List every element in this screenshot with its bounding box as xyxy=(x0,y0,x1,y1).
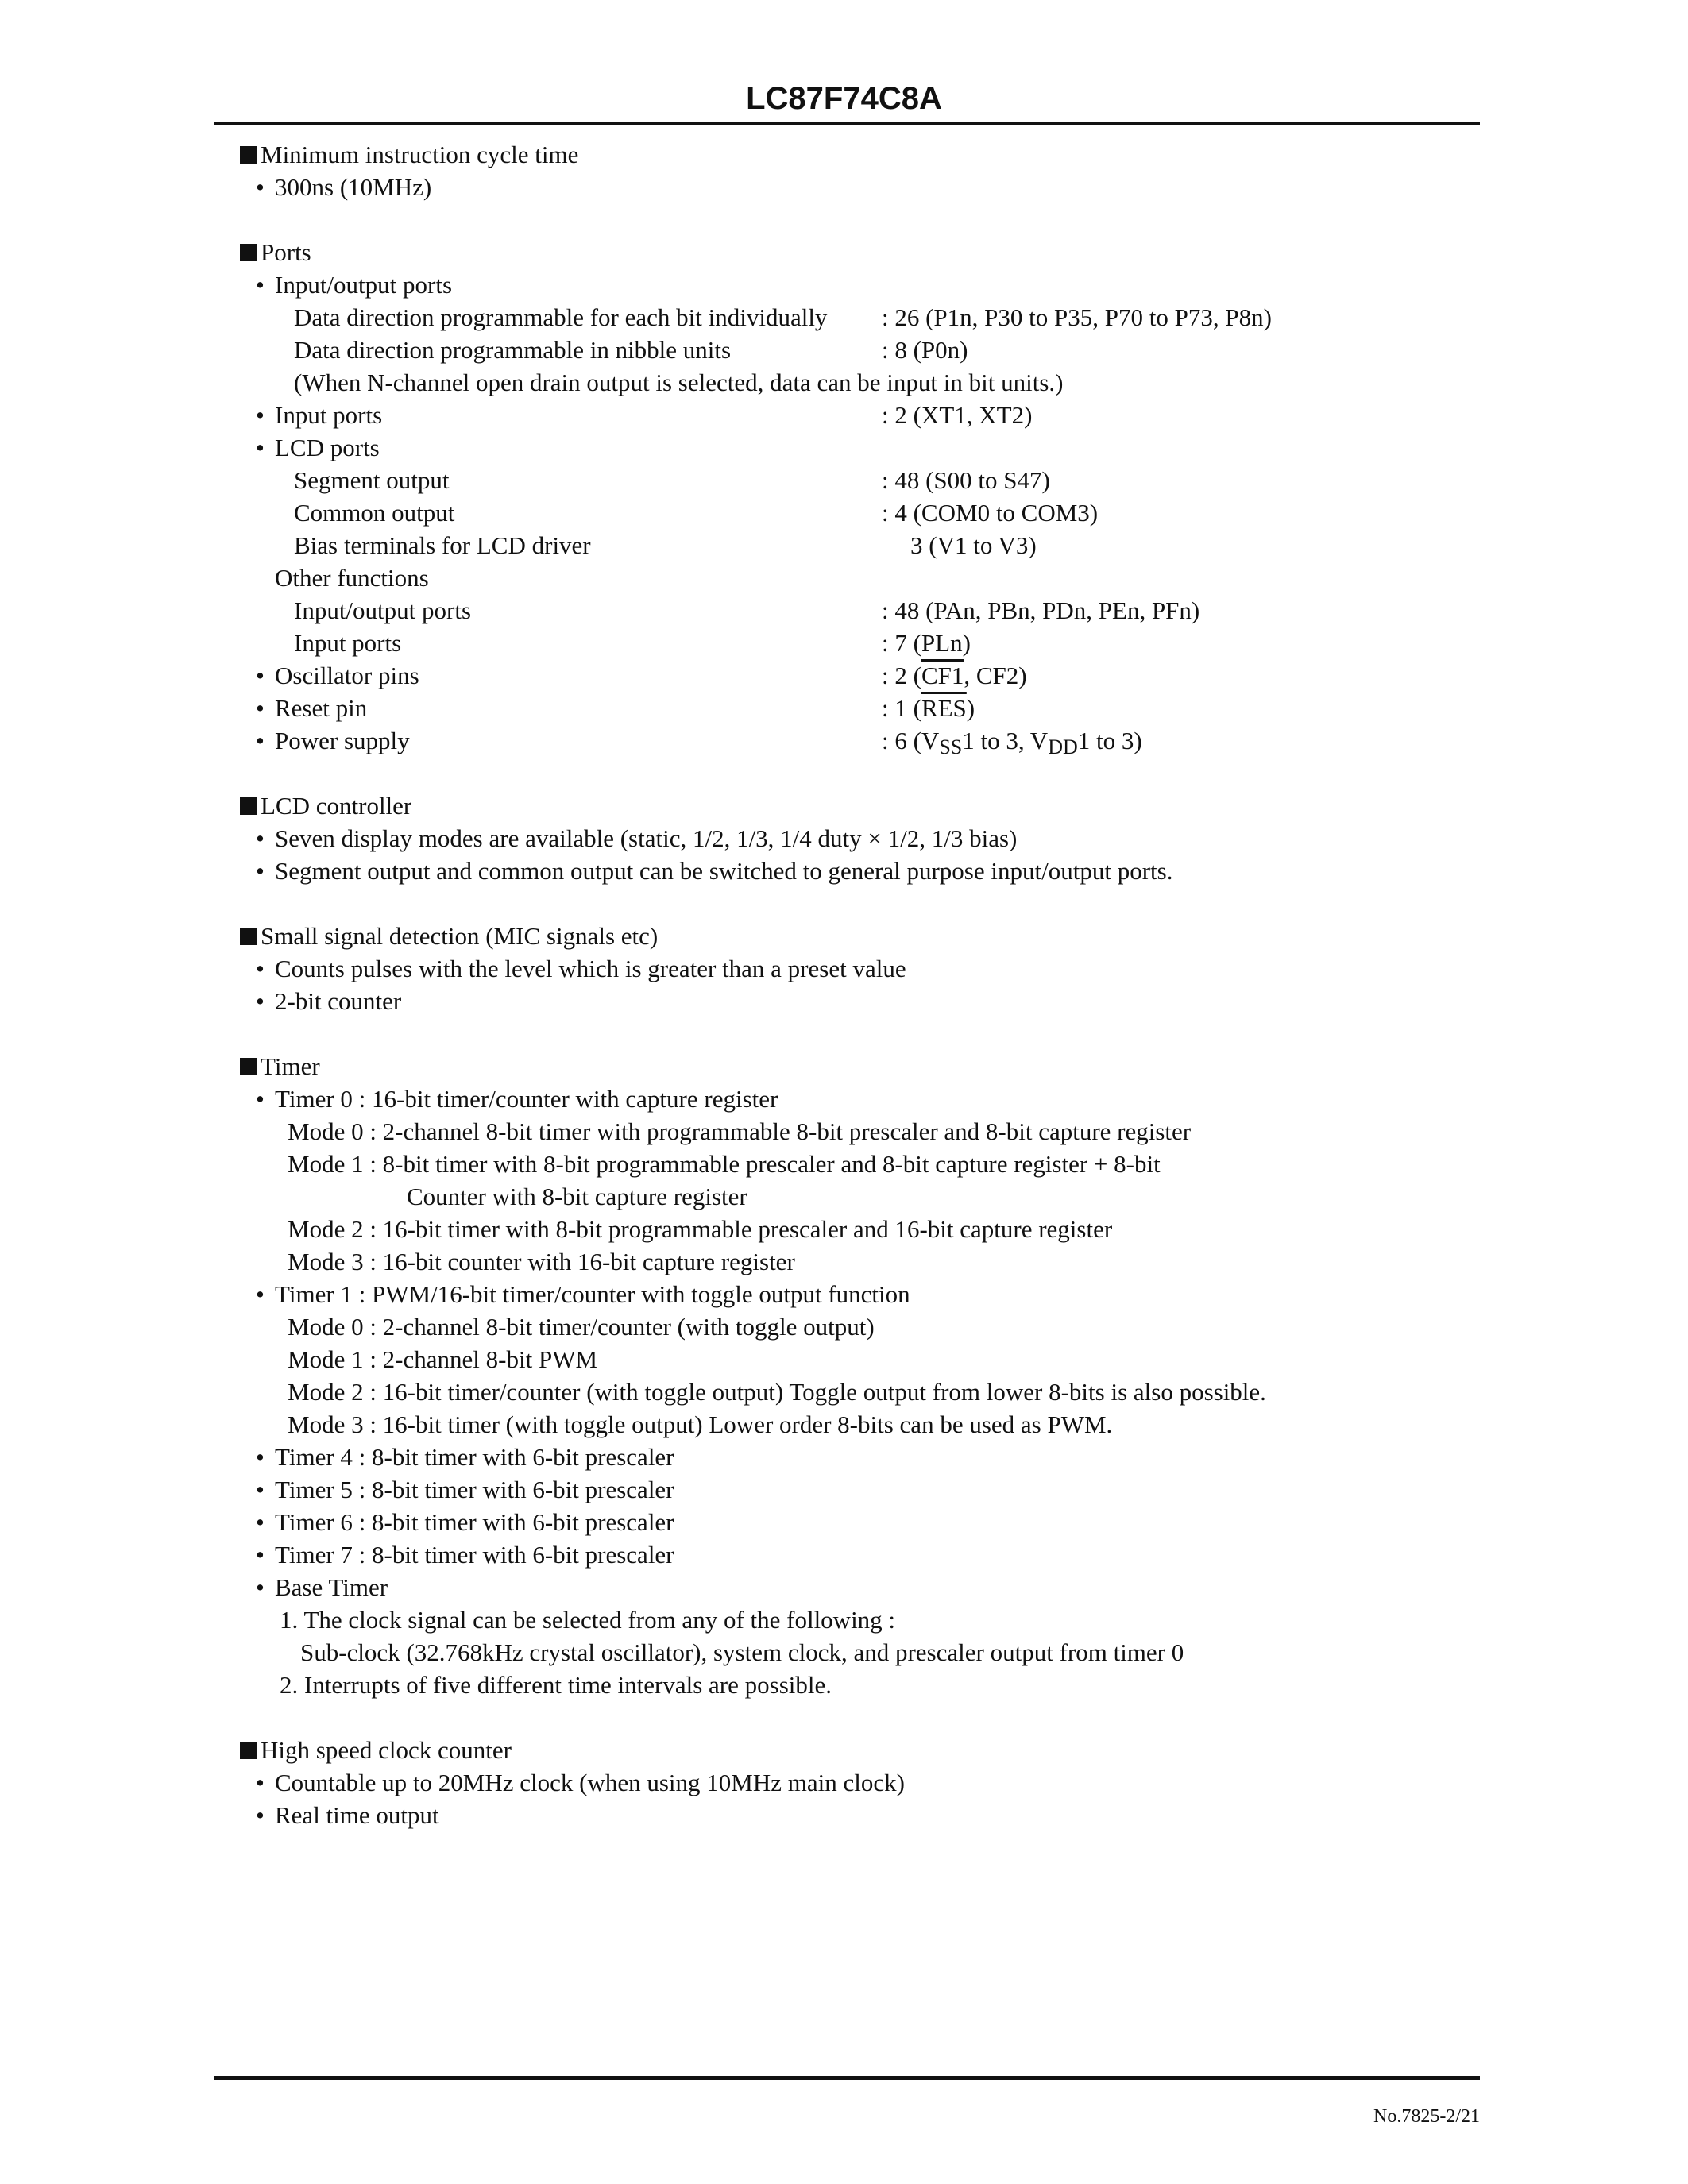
section-heading-lcd: LCD controller xyxy=(240,790,411,822)
spec-value: : 7 (PLn) xyxy=(882,629,971,657)
timer-mode: Mode 2 : 16-bit timer with 8-bit programmable prescaler and 16-bit capture register xyxy=(288,1215,1113,1243)
spec-value: 3 (V1 to V3) xyxy=(910,531,1037,559)
spec-label: Input/output ports xyxy=(294,596,472,624)
bullet-icon: • xyxy=(256,824,265,852)
list-item: • Countable up to 20MHz clock (when using 10MHz main clock) xyxy=(256,1767,905,1799)
list-item: • Base Timer xyxy=(256,1572,388,1603)
spec-value: : 2 (XT1, XT2) xyxy=(882,401,1033,429)
list-item: • Seven display modes are available (static, 1/2, 1/3, 1/4 duty × 1/2, 1/3 bias) xyxy=(256,823,1017,855)
spec-value: : 26 (P1n, P30 to P35, P70 to P73, P8n) xyxy=(882,303,1272,331)
footer-rule xyxy=(214,2076,1480,2080)
list-item: • LCD ports xyxy=(256,432,380,464)
bullet-icon: • xyxy=(256,1280,265,1308)
spec-value: : 48 (S00 to S47) xyxy=(882,466,1050,494)
spec-value: : 2 (CF1, CF2) xyxy=(882,662,1027,689)
square-bullet-icon xyxy=(240,797,257,815)
list-item: • Timer 0 : 16-bit timer/counter with capture register xyxy=(256,1083,778,1115)
spec-label: Common output xyxy=(294,499,455,527)
base-timer-note: 2. Interrupts of five different time intervals are possible. xyxy=(280,1671,832,1699)
bullet-icon: • xyxy=(256,857,265,885)
list-item: • Counts pulses with the level which is greater than a preset value xyxy=(256,953,906,985)
list-item: • Oscillator pins xyxy=(256,660,419,692)
spec-value: : 6 ($V_{SS}1$ to 3, $V_{DD}1$ to 3) xyxy=(882,727,1142,758)
timer-mode: Mode 0 : 2-channel 8-bit timer with programmable 8-bit prescaler and 8-bit capture register xyxy=(288,1117,1192,1145)
bullet-icon: • xyxy=(256,694,265,722)
timer-mode: Mode 1 : 2-channel 8-bit PWM xyxy=(288,1345,598,1373)
list-item: • Input ports xyxy=(256,399,382,431)
square-bullet-icon xyxy=(240,928,257,945)
timer-mode: Mode 3 : 16-bit timer (with toggle output) Lower order 8-bits can be used as PWM. xyxy=(288,1410,1113,1438)
section-heading-timer: Timer xyxy=(240,1051,320,1082)
bullet-icon: • xyxy=(256,1801,265,1829)
base-timer-note: Sub-clock (32.768kHz crystal oscillator), system clock, and prescaler output from timer 0 xyxy=(300,1638,1184,1666)
bullet-icon: • xyxy=(256,1508,265,1536)
spec-label: Bias terminals for LCD driver xyxy=(294,531,591,559)
page-title: LC87F74C8A xyxy=(746,81,942,116)
spec-value: : 8 (P0n) xyxy=(882,336,968,364)
timer-mode: Mode 0 : 2-channel 8-bit timer/counter (with toggle output) xyxy=(288,1313,875,1341)
bullet-icon: • xyxy=(256,173,265,201)
spec-label: Input ports xyxy=(294,629,402,657)
bullet-icon: • xyxy=(256,271,265,299)
bullet-icon: • xyxy=(256,987,265,1015)
square-bullet-icon xyxy=(240,146,257,164)
square-bullet-icon xyxy=(240,1058,257,1075)
spec-note: (When N-channel open drain output is selected, data can be input in bit units.) xyxy=(294,369,1064,396)
timer-mode: Mode 1 : 8-bit timer with 8-bit programmable prescaler and 8-bit capture register + 8-bit xyxy=(288,1150,1161,1178)
section-heading-signal: Small signal detection (MIC signals etc) xyxy=(240,920,658,952)
list-item: • Timer 4 : 8-bit timer with 6-bit prescaler xyxy=(256,1441,674,1473)
bullet-icon: • xyxy=(256,1476,265,1503)
section-heading-cycle: Minimum instruction cycle time xyxy=(240,139,578,171)
section-heading-hscc: High speed clock counter xyxy=(240,1734,512,1766)
list-item: • Power supply xyxy=(256,725,410,757)
list-item: • Timer 1 : PWM/16-bit timer/counter with toggle output function xyxy=(256,1279,910,1310)
section-heading-ports: Ports xyxy=(240,237,311,268)
list-item: • Timer 7 : 8-bit timer with 6-bit prescaler xyxy=(256,1539,674,1571)
page-number: No.7825-2/21 xyxy=(1373,2106,1480,2127)
spec-label: Other functions xyxy=(275,564,429,592)
spec-label: Segment output xyxy=(294,466,450,494)
bullet-icon: • xyxy=(256,1541,265,1569)
bullet-icon: • xyxy=(256,1769,265,1796)
square-bullet-icon xyxy=(240,1742,257,1759)
spec-value: : 1 $(\overline{RES})$ xyxy=(882,694,975,722)
spec-label: Data direction programmable in nibble units xyxy=(294,336,732,364)
list-item: • 2-bit counter xyxy=(256,986,401,1017)
list-item: • Timer 5 : 8-bit timer with 6-bit prescaler xyxy=(256,1474,674,1506)
base-timer-note: 1. The clock signal can be selected from any of the following : xyxy=(280,1606,896,1634)
spec-value: : 48 (PAn, PBn, PDn, PEn, PFn) xyxy=(882,596,1200,624)
bullet-icon: • xyxy=(256,401,265,429)
list-item: • Real time output xyxy=(256,1800,439,1831)
spec-label: Data direction programmable for each bit individually xyxy=(294,303,828,331)
timer-mode: Mode 3 : 16-bit counter with 16-bit capture register xyxy=(288,1248,795,1275)
bullet-icon: • xyxy=(256,727,265,754)
bullet-icon: • xyxy=(256,1443,265,1471)
spec-value: : 4 (COM0 to COM3) xyxy=(882,499,1099,527)
list-item: • Segment output and common output can be switched to general purpose input/output ports. xyxy=(256,855,1172,887)
list-item: • Input/output ports xyxy=(256,269,452,301)
bullet-icon: • xyxy=(256,662,265,689)
list-item: • Reset pin xyxy=(256,693,367,724)
list-item: • Timer 6 : 8-bit timer with 6-bit prescaler xyxy=(256,1507,674,1538)
list-item: • 300ns (10MHz) xyxy=(256,172,431,203)
header-rule xyxy=(214,122,1480,125)
timer-mode-cont: Counter with 8-bit capture register xyxy=(407,1183,747,1210)
bullet-icon: • xyxy=(256,955,265,982)
bullet-icon: • xyxy=(256,1573,265,1601)
timer-mode: Mode 2 : 16-bit timer/counter (with toggle output) Toggle output from lower 8-bits is also possible. xyxy=(288,1378,1266,1406)
bullet-icon: • xyxy=(256,1085,265,1113)
square-bullet-icon xyxy=(240,244,257,261)
bullet-icon: • xyxy=(256,434,265,461)
